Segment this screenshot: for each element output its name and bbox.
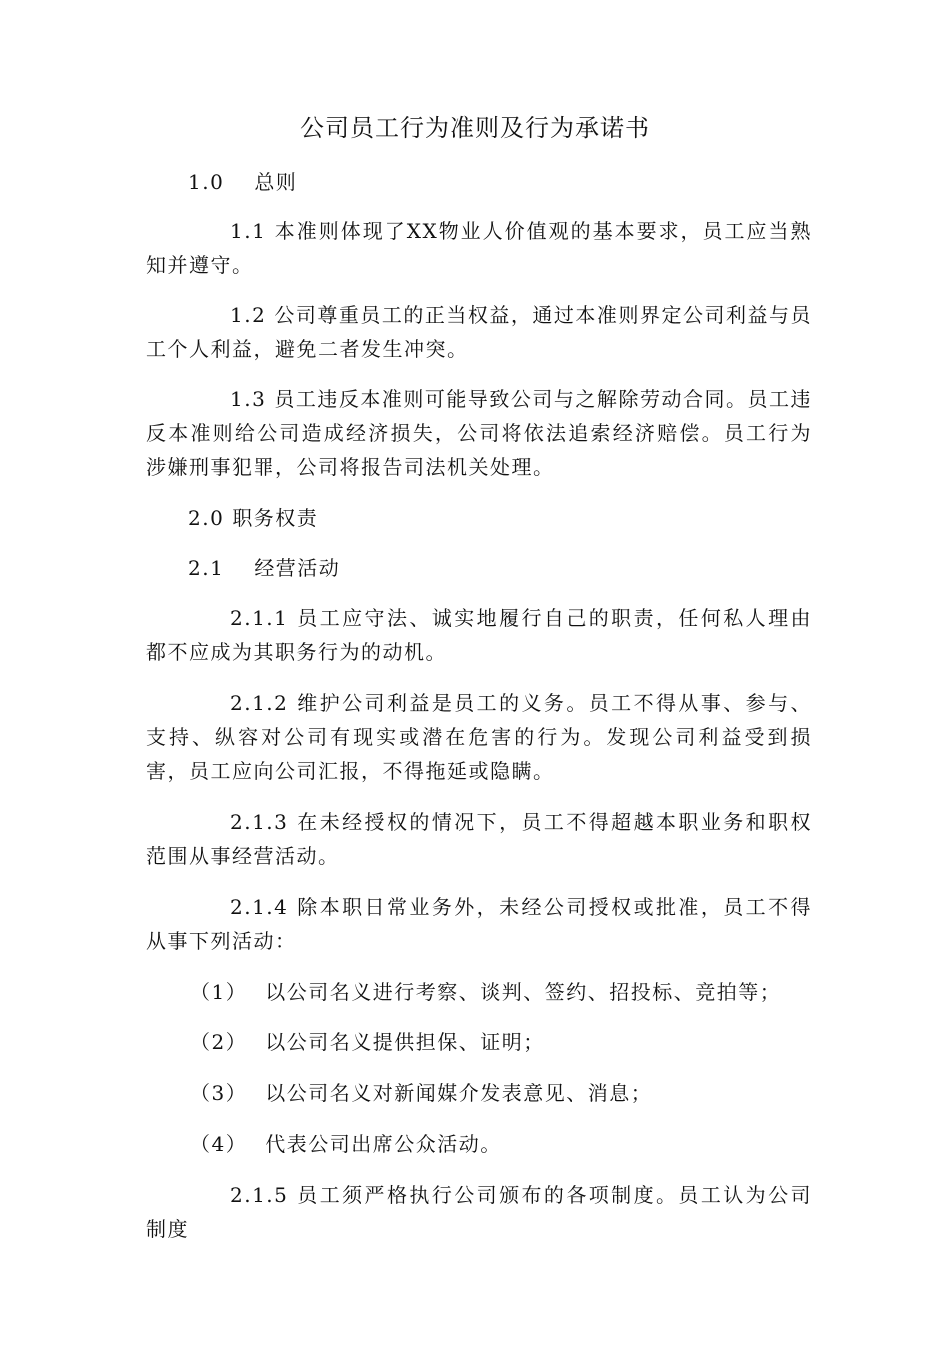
paragraph-2-1-1 [146,601,812,669]
document-title: 公司员工行为准则及行为承诺书 [300,114,650,142]
paragraph-2-1-5 [146,1178,812,1241]
paragraph-number: 2.1.5 [230,1183,289,1207]
paragraph-text: 除本职日常业务外，未经公司授权或批准，员工不得从事下列活动： [146,895,812,953]
list-item-number: （2） [190,1030,248,1054]
list-item [190,1076,652,1110]
paragraph-number: 2.1.3 [230,810,289,834]
list-item-number: （3） [190,1081,248,1105]
paragraph-number: 2.1.4 [230,895,289,919]
paragraph-1-1 [146,214,812,282]
paragraph-text: 员工违反本准则可能导致公司与之解除劳动合同。员工违反本准则给公司造成经济损失，公司将依法追索经济赔偿。员工行为涉嫌刑事犯罪，公司将报告司法机关处理。 [146,387,812,479]
paragraph-text: 本准则体现了XX物业人价值观的基本要求，员工应当熟知并遵守。 [146,219,812,277]
paragraph-number: 1.3 [230,387,267,411]
list-item-text: 以公司名义对新闻媒介发表意见、消息； [265,1081,653,1105]
section-heading-text: 职务权责 [232,506,319,530]
list-item [190,1127,502,1161]
paragraph-number: 2.1.2 [230,691,289,715]
list-item-text: 以公司名义进行考察、谈判、签约、招投标、竞拍等； [265,980,782,1004]
paragraph-1-2 [146,298,812,366]
list-item-text: 代表公司出席公众活动。 [265,1132,502,1156]
paragraph-2-1-4 [146,890,812,958]
list-item-text: 以公司名义提供担保、证明； [265,1030,545,1054]
paragraph-number: 1.2 [230,303,267,327]
section-number: 1.0 [188,170,225,194]
list-item [190,975,781,1009]
paragraph-1-3 [146,382,812,484]
list-item-number: （1） [190,980,248,1004]
section-heading-business [188,551,340,585]
section-number: 2.1 [188,556,225,580]
list-item [190,1025,545,1059]
list-item-number: （4） [190,1132,248,1156]
paragraph-number: 2.1.1 [230,606,289,630]
section-number: 2.0 [188,506,225,530]
section-heading-duties [188,501,318,535]
paragraph-text: 员工须严格执行公司颁布的各项制度。员工认为公司制度 [146,1183,812,1241]
paragraph-text: 维护公司利益是员工的义务。员工不得从事、参与、支持、纵容对公司有现实或潜在危害的行为。发现公司利益受到损害，员工应向公司汇报，不得拖延或隐瞒。 [146,691,812,783]
section-heading-general [188,165,297,199]
paragraph-text: 员工应守法、诚实地履行自己的职责，任何私人理由都不应成为其职务行为的动机。 [146,606,812,664]
section-heading-text: 经营活动 [254,556,341,580]
paragraph-2-1-2 [146,686,812,788]
paragraph-text: 在未经授权的情况下，员工不得超越本职业务和职权范围从事经营活动。 [146,810,812,868]
paragraph-text: 公司尊重员工的正当权益，通过本准则界定公司利益与员工个人利益，避免二者发生冲突。 [146,303,812,361]
paragraph-2-1-3 [146,805,812,873]
section-heading-text: 总则 [254,170,298,194]
paragraph-number: 1.1 [230,219,267,243]
